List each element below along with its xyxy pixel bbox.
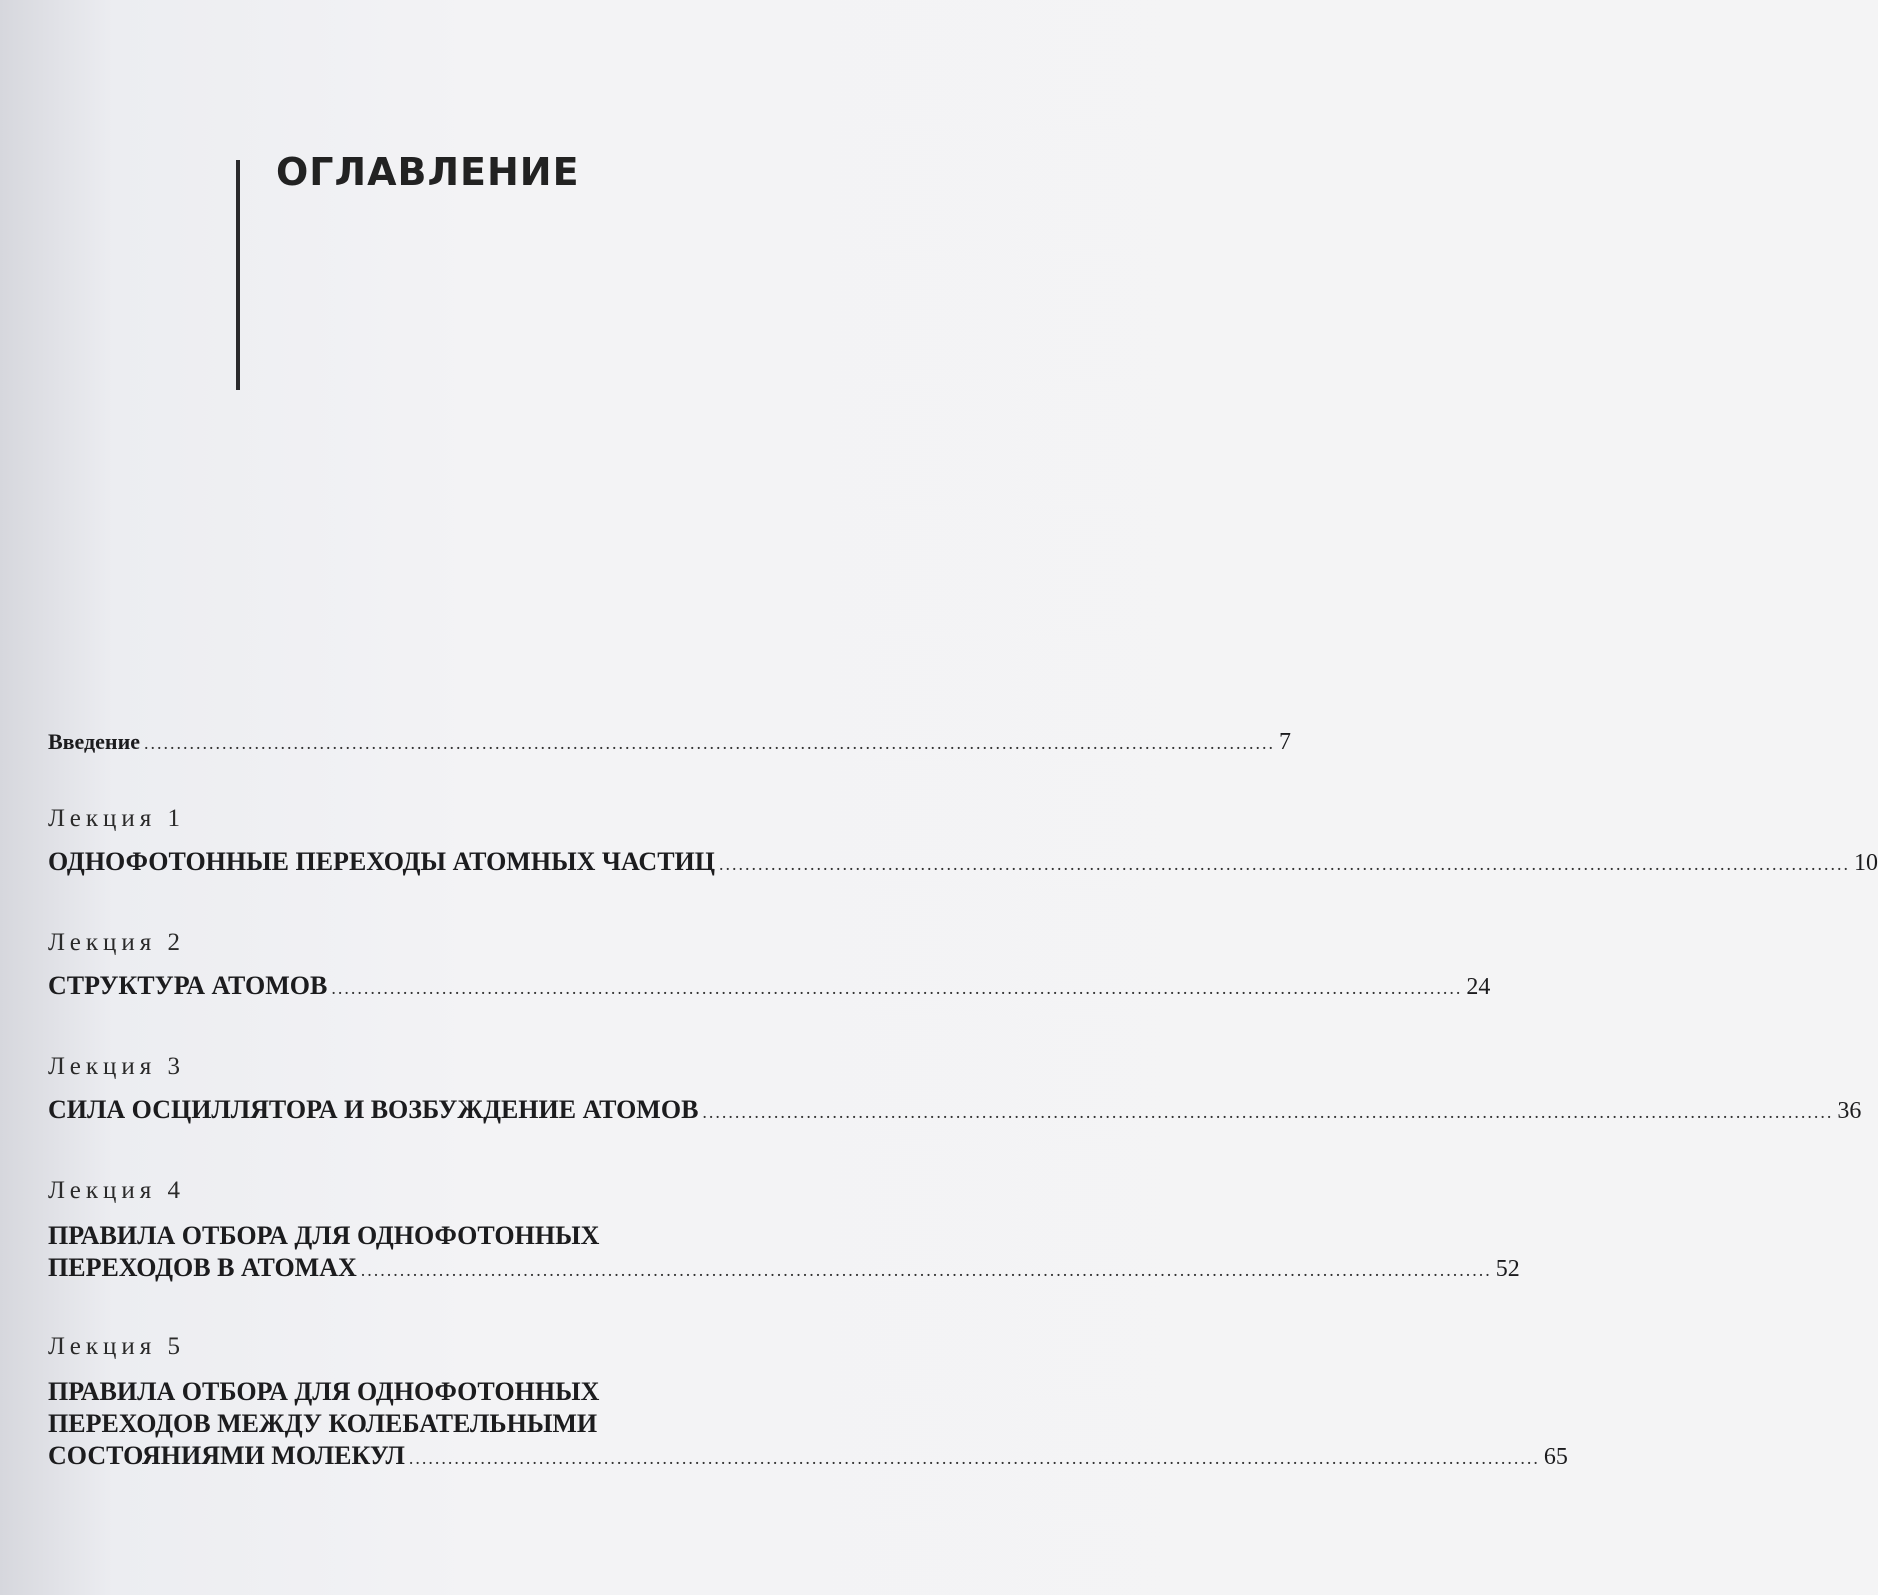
dot-leader: ..............................................................................................................................................................................	[702, 1102, 1834, 1122]
dot-leader: ..............................................................................................................................................................................	[144, 733, 1276, 753]
dot-leader: ..............................................................................................................................................................................	[719, 854, 1850, 874]
page-number: 10	[1854, 850, 1878, 876]
dot-leader: ..............................................................................................................................................................................	[408, 1448, 1540, 1468]
dot-leader: ..............................................................................................................................................................................	[331, 978, 1463, 998]
title-accent-bar	[236, 160, 240, 390]
page-title: ОГЛАВЛЕНИЕ	[276, 150, 580, 194]
toc-entry-lecture-5[interactable]	[48, 1332, 1568, 1474]
page-number: 24	[1466, 974, 1491, 1000]
toc-entry-introduction[interactable]	[48, 726, 1292, 759]
entry-title: ОДНОФОТОННЫЕ ПЕРЕХОДЫ АТОМНЫХ ЧАСТИЦ	[48, 847, 715, 876]
entry-title: СИЛА ОСЦИЛЛЯТОРА И ВОЗБУЖДЕНИЕ АТОМОВ	[48, 1095, 699, 1124]
page-number: 65	[1543, 1444, 1568, 1470]
entry-title: Введение	[48, 729, 141, 754]
page-number: 7	[1279, 729, 1292, 755]
dot-leader: ..............................................................................................................................................................................	[360, 1260, 1492, 1280]
lecture-label: Лекция 1	[48, 805, 186, 832]
toc-entry-lecture-1[interactable]	[48, 804, 1878, 880]
page-number: 52	[1495, 1256, 1520, 1282]
lecture-label: Лекция 4	[48, 1177, 186, 1204]
lecture-label: Лекция 3	[48, 1053, 186, 1080]
entry-title-line: ПРАВИЛА ОТБОРА ДЛЯ ОДНОФОТОННЫХ	[48, 1221, 600, 1250]
toc-entry-lecture-4[interactable]	[48, 1176, 1520, 1286]
page-number: 36	[1837, 1098, 1862, 1124]
lecture-label: Лекция 5	[48, 1333, 186, 1360]
entry-title-line: ПЕРЕХОДОВ МЕЖДУ КОЛЕБАТЕЛЬНЫМИ	[48, 1409, 598, 1438]
entry-title: ПЕРЕХОДОВ В АТОМАХ	[48, 1253, 357, 1282]
entry-title: СТРУКТУРА АТОМОВ	[48, 971, 328, 1000]
toc-entry-lecture-2[interactable]	[48, 928, 1491, 1004]
entry-title-line: ПРАВИЛА ОТБОРА ДЛЯ ОДНОФОТОННЫХ	[48, 1377, 600, 1406]
entry-title: СОСТОЯНИЯМИ МОЛЕКУЛ	[48, 1441, 405, 1470]
toc-entry-lecture-3[interactable]	[48, 1052, 1862, 1128]
lecture-label: Лекция 2	[48, 929, 186, 956]
